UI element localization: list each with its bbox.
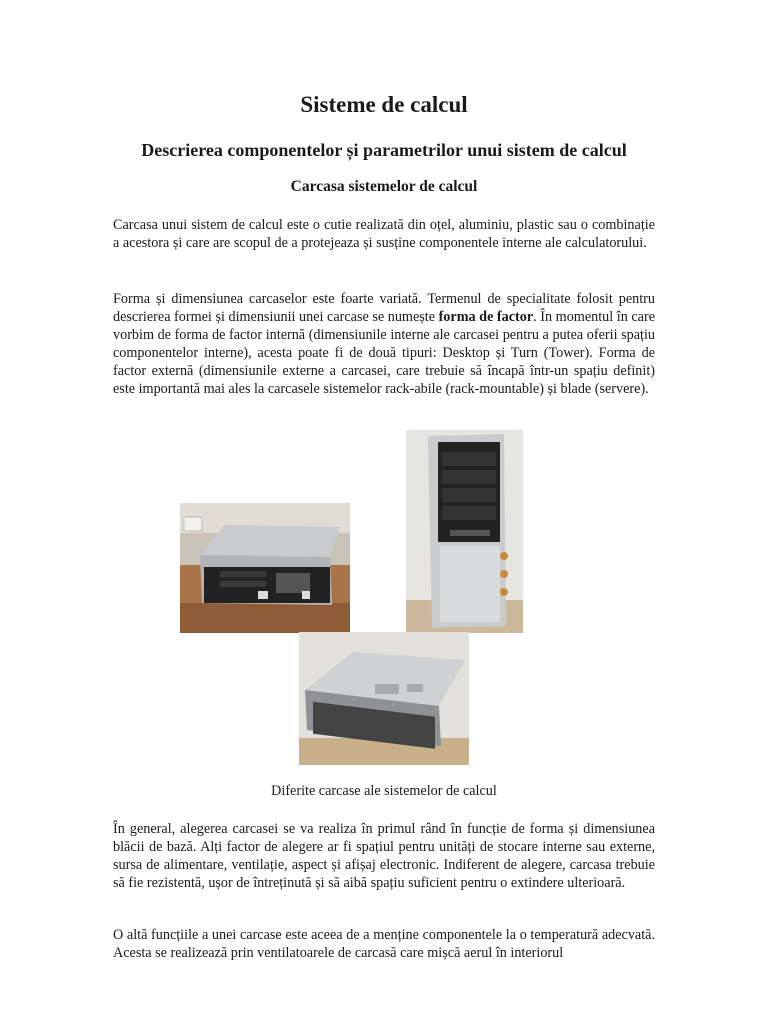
figure-caption: Diferite carcase ale sistemelor de calcul — [271, 783, 497, 799]
paragraph-temperature: O altă funcțiile a unei carcase este aceea de a menține componentele la o temperatură adecvată. Acesta se realizează prin ventilatoarele de carcasă care mișcă aerul în interiorul — [113, 927, 655, 961]
paragraph-intro: Carcasa unui sistem de calcul este o cutie realizată din oțel, aluminiu, plastic sau o combinație a acestora și care are scopul de a protejeaza și susține componentele interne ale calculatorului. — [113, 217, 655, 251]
section-heading: Carcasa sistemelor de calcul — [290, 178, 478, 195]
rack-server-photo — [299, 632, 469, 765]
document-subtitle: Descrierea componentelor și parametrilor unui sistem de calcul — [141, 140, 627, 160]
desktop-case-photo — [180, 503, 350, 633]
paragraph-form-factor-text-1: Forma și dimensiunea carcaselor este foarte variată. Termenul de specialitate folosit pentru descrierea formei și dimensiunii unei carcase se numește — [113, 291, 655, 325]
paragraph-form-factor — [113, 290, 655, 398]
document-title: Sisteme de calcul — [300, 92, 468, 117]
paragraph-choice: În general, alegerea carcasei se va realiza în primul rând în funcție de forma și dimensiunea blăcii de bază. Alți factor de alegere ar fi spațiul pentru unități de stocare interne sau externe, sursa de alimentare, ventilație, aspect și afișaj electronic. Indiferent de alegere, carcasa trebuie să fie rezistentă, ușor de întreținută și să aibă spațiu suficient pentru o extindere ulterioară. — [113, 821, 655, 891]
form-factor-term: forma de factor — [438, 309, 534, 325]
paragraph-form-factor-text-2: . În momentul în care vorbim de forma de factor internă (dimensiunile interne ale carcasei pentru a putea oferii spațiu componentelor interne), acesta poate fi de două tipuri: Desktop și Turn (Tower). Forma de factor externă (dimensiunile externe a carcasei, care trebuie să încapă într-un spațiu definit) este importantă mai ales la carcasele sistemelor rack-abile (rack-mountable) și blade (servere). — [113, 309, 655, 397]
tower-case-photo — [406, 430, 523, 633]
